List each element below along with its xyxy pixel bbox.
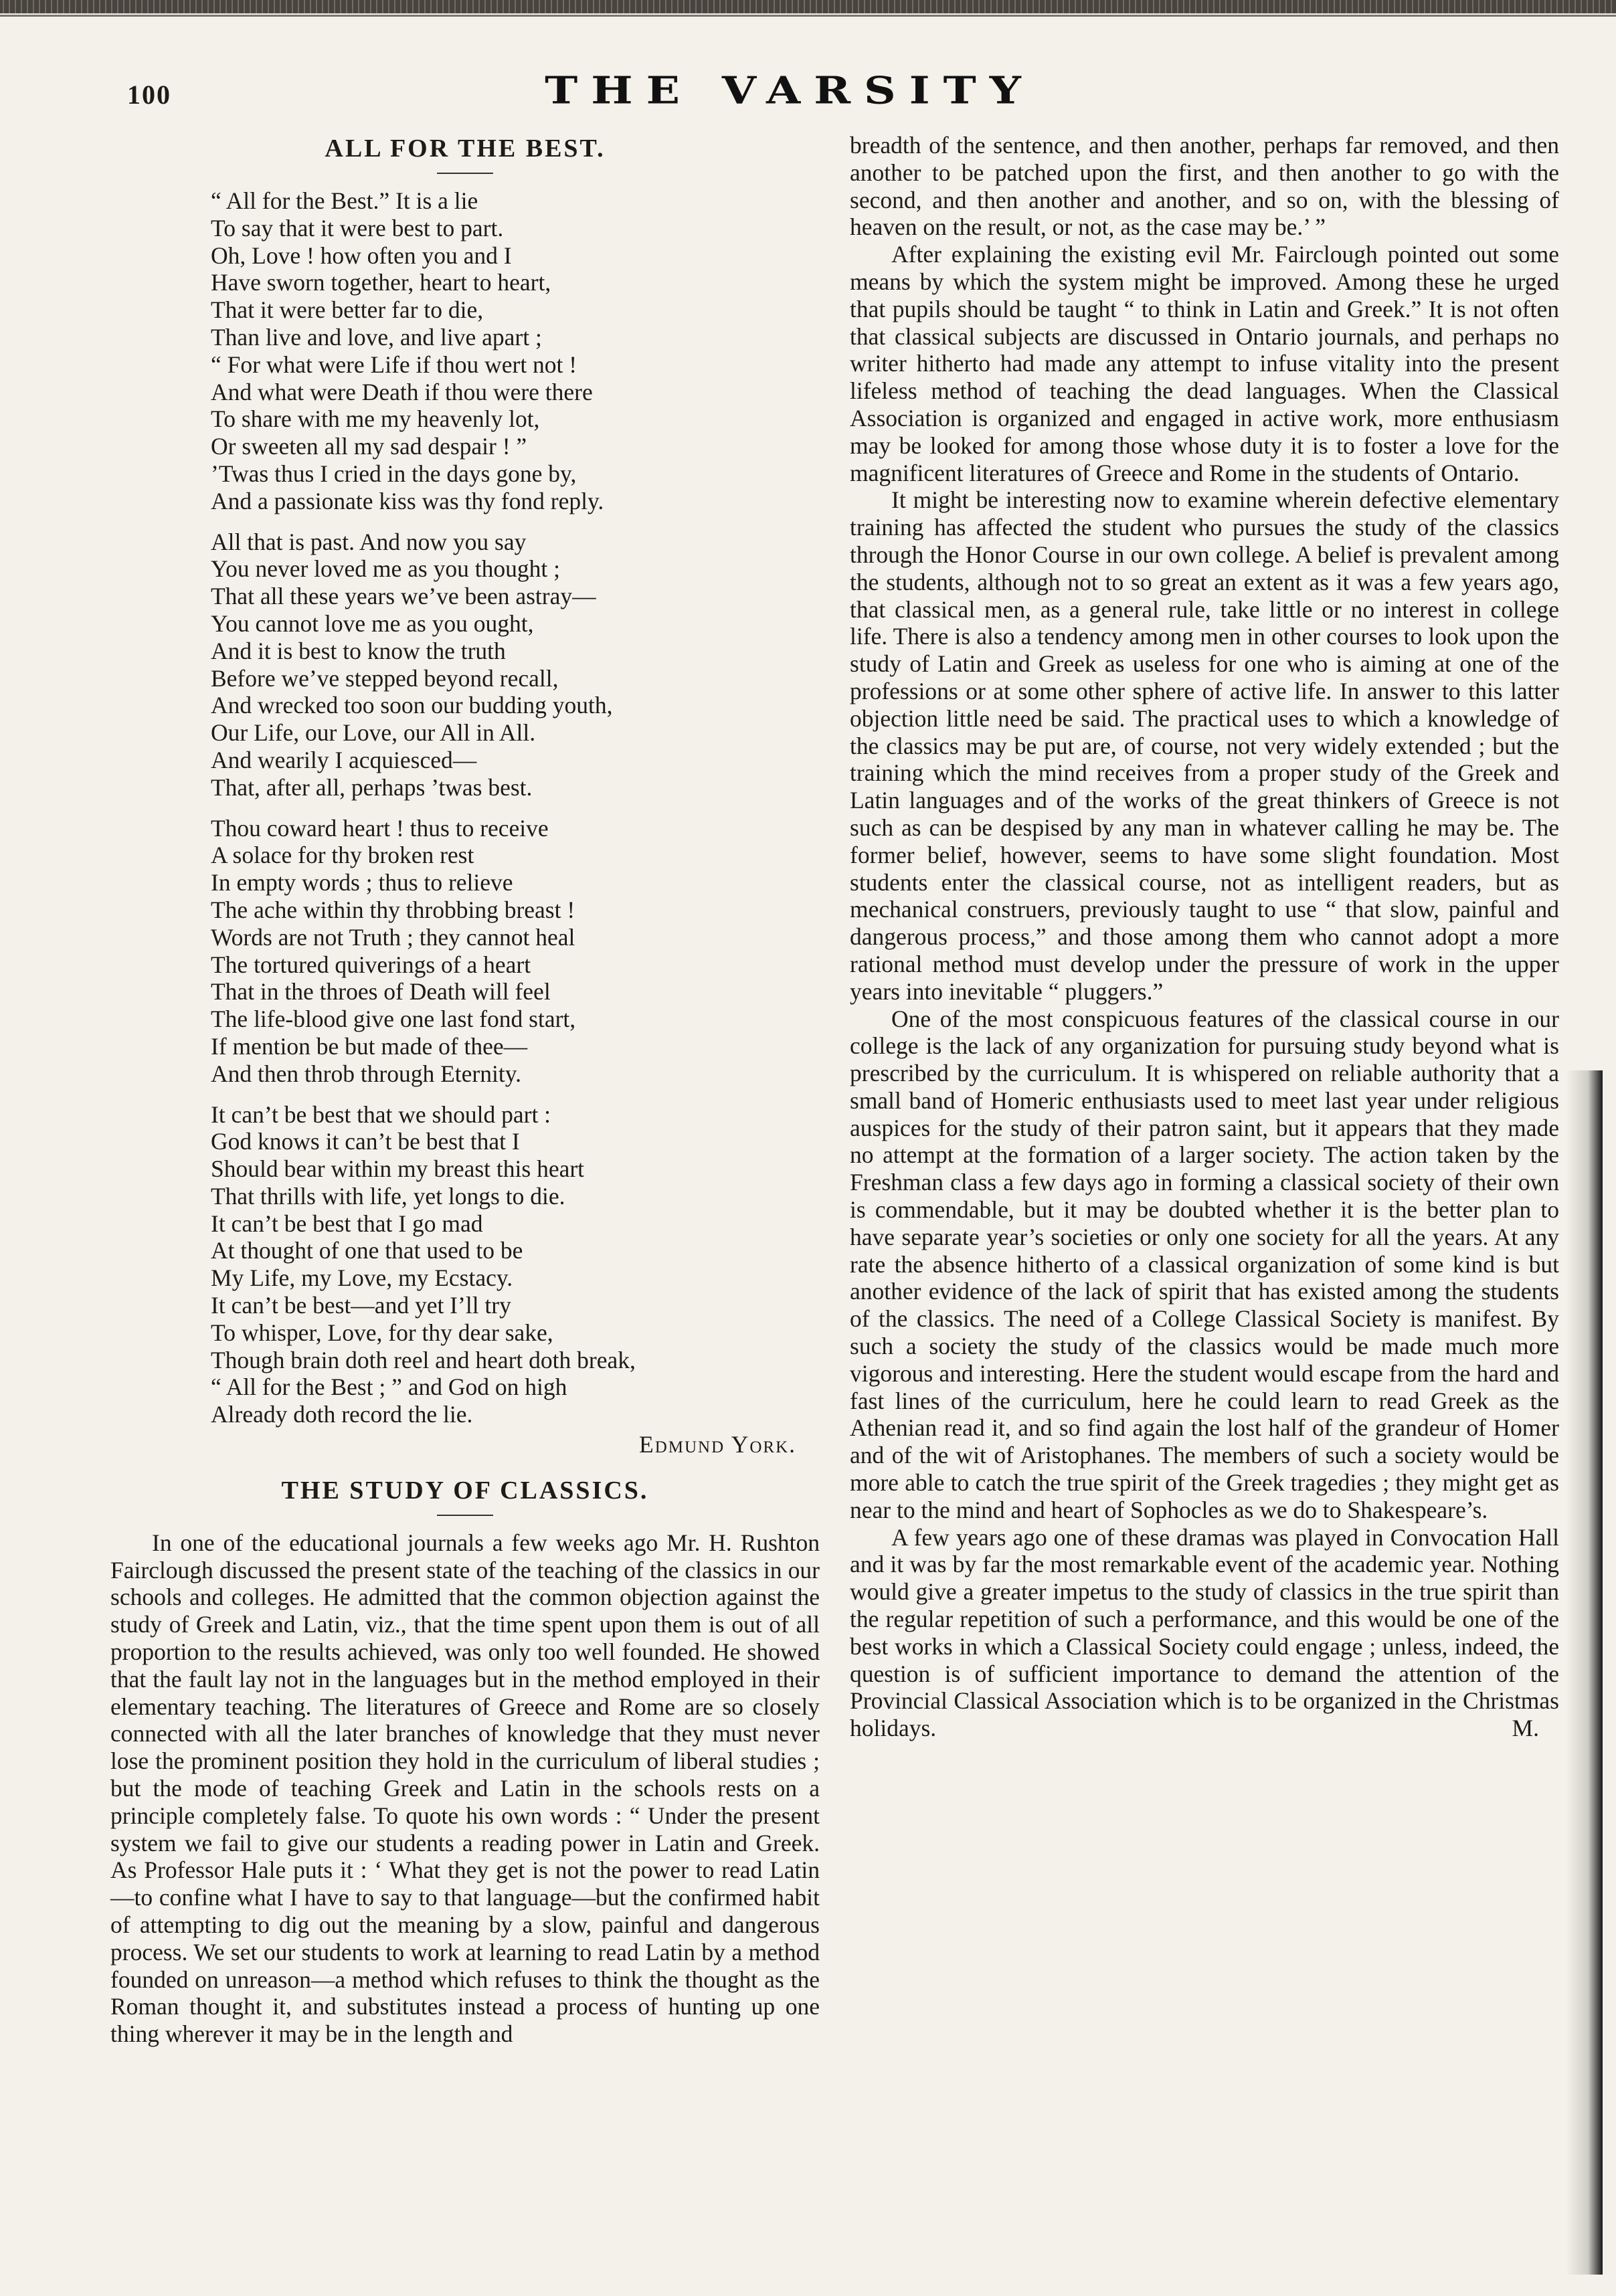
poem-line: A solace for thy broken rest — [211, 842, 474, 869]
poem-stanza-1 — [211, 187, 820, 515]
poem-line: To say that it were best to part. — [211, 214, 504, 242]
poem-line: Or sweeten all my sad despair ! ” — [211, 433, 527, 460]
poem-line: In empty words ; thus to relieve — [211, 869, 513, 896]
poem-line: And a passionate kiss was thy fond reply. — [211, 487, 604, 514]
poem-title: ALL FOR THE BEST. — [325, 134, 606, 163]
article-paragraph — [850, 1524, 1559, 1742]
title-rule — [437, 173, 493, 174]
poem-line: ’Twas thus I cried in the days gone by, — [211, 460, 577, 487]
top-border-rule-thin — [0, 15, 1616, 17]
poem-line: The ache within thy throbbing breast ! — [211, 896, 575, 923]
poem-line: That, after all, perhaps ’twas best. — [211, 773, 533, 801]
poem-line: “ All for the Best ; ” and God on high — [211, 1373, 567, 1401]
poem-line: That all these years we’ve been astray— — [211, 583, 596, 610]
poem-line: It can’t be best that I go mad — [211, 1210, 483, 1237]
poem-line: Oh, Love ! how often you and I — [211, 242, 512, 269]
poem-line: Words are not Truth ; they cannot heal — [211, 923, 575, 951]
poem-line: And wrecked too soon our budding youth, — [211, 692, 613, 719]
poem-line: Have sworn together, heart to heart, — [211, 269, 551, 296]
poem-line: That thrills with life, yet longs to die. — [211, 1182, 565, 1210]
poem-line: My Life, my Love, my Ecstacy. — [211, 1264, 513, 1292]
title-rule — [437, 1515, 493, 1516]
poem-line: Should bear within my breast this heart — [211, 1155, 585, 1183]
right-column — [850, 132, 1559, 1742]
poem-line: To whisper, Love, for thy dear sake, — [211, 1319, 553, 1346]
masthead-title: THE VARSITY — [545, 68, 1035, 113]
poem-line: Than live and love, and live apart ; — [211, 323, 542, 351]
page-number: 100 — [127, 80, 171, 110]
article-signature: M. — [1512, 1715, 1539, 1742]
left-column — [110, 134, 820, 2048]
poem-line: Already doth record the lie. — [211, 1401, 473, 1428]
article-title: THE STUDY OF CLASSICS. — [281, 1476, 649, 1505]
poem-line: Though brain doth reel and heart doth break, — [211, 1346, 636, 1373]
poem-line: You cannot love me as you ought, — [211, 609, 534, 637]
poem-line: That in the throes of Death will feel — [211, 978, 551, 1006]
poem-stanza-3 — [211, 815, 820, 1088]
poem-line: The life-blood give one last fond start, — [211, 1006, 576, 1033]
poem-line: Our Life, our Love, our All in All. — [211, 719, 536, 747]
poem-author: Edmund York. — [639, 1431, 796, 1458]
article-paragraph: breadth of the sentence, and then another, perhaps far removed, and then another to be patched upon the first, and then another to go with the second, and then another and another, and so on, with the blessing of heaven on the result, or not, as the case may be.’ ” — [850, 132, 1559, 241]
page-binding-shadow — [1566, 1070, 1603, 2275]
poem-line: At thought of one that used to be — [211, 1237, 523, 1264]
poem-line: And wearily I acquiesced— — [211, 746, 477, 773]
poem-line: That it were better far to die, — [211, 296, 484, 324]
article-paragraph-text: A few years ago one of these dramas was played in Convocation Hall and it was by far the most remarkable event of the academic year. Nothing would give a greater impetus to the study of classics in the true spirit than the regular repetition of such a performance, and this would be one of the best works in which a Classical Society could engage ; unless, indeed, the question is of sufficient importance to demand the attention of the Provincial Classical Association which is to be organized in the Christmas holidays. — [850, 1523, 1559, 1742]
poem-line: Thou coward heart ! thus to receive — [211, 814, 549, 842]
poem-line: And what were Death if thou were there — [211, 378, 593, 405]
poem-stanza-4 — [211, 1101, 820, 1429]
poem-line: It can’t be best that we should part : — [211, 1101, 551, 1128]
top-border-rule — [0, 0, 1616, 13]
poem-line: It can’t be best—and yet I’ll try — [211, 1292, 511, 1319]
poem-line: The tortured quiverings of a heart — [211, 951, 531, 978]
poem-stanza-2 — [211, 529, 820, 801]
poem-line: And then throb through Eternity. — [211, 1060, 522, 1087]
poem-line: God knows it can’t be best that I — [211, 1128, 520, 1155]
article-paragraph: In one of the educational journals a few weeks ago Mr. H. Rushton Fairclough discussed the present state of the teaching of the classics in our schools and colleges. He admitted that the common objection against the study of Greek and Latin, viz., that the time spent upon them is out of all proportion to the results achieved, was only too well founded. He showed that the fault lay not in the languages but in the method employed in their elementary teaching. The literatures of Greece and Rome are so closely connected with all the later branches of knowledge that they must never lose the prominent position they hold in the curriculum of liberal studies ; but the mode of teaching Greek and Latin in the schools rests on a principle completely false. To quote his own words : “ Under the present system we fail to give our students a reading power in Latin and Greek. As Professor Hale puts it : ‘ What they get is not the power to read Latin—to confine what I have to say to that language—but the confirmed habit of attempting to dig out the meaning by a slow, painful and dangerous process. We set our students to work at learning to read Latin by a method founded on unreason—a method which refuses to think the thought as the Roman thought it, and substitutes instead a process of hunting up one thing wherever it may be in the length and — [110, 1529, 820, 2048]
poem-line: And it is best to know the truth — [211, 637, 506, 664]
poem-line: “ All for the Best.” It is a lie — [211, 187, 478, 214]
article-paragraph: It might be interesting now to examine wherein defective elementary training has affected the student who pursues the study of the classics through the Honor Course in our own college. A belief is prevalent among the students, although not to so great an extent as it was a few years ago, that classical men, as a general rule, take little or no interest in college life. There is also a tendency among men in other courses to look upon the study of Latin and Greek as useless for one who is aiming at one of the professions or at some other sphere of active life. In answer to this latter objection little need be said. The practical uses to which a knowledge of the classics may be put are, of course, not very widely extended ; but the training which the mind receives from a proper study of the Greek and Latin languages and of the works of the great thinkers of Greece is not such as can be despised by any man in whatever calling he may be. The former belief, however, seems to have some slight foundation. Most students enter the classical course, not as intelligent readers, but as mechanical construers, previously taught to use “ that slow, painful and dangerous process,” and those among them who cannot adopt a more rational method must develop under the pressure of work in the upper years into inevitable “ pluggers.” — [850, 486, 1559, 1005]
poem-line: If mention be but made of thee— — [211, 1032, 528, 1060]
poem-line: All that is past. And now you say — [211, 528, 527, 555]
poem-line: You never loved me as you thought ; — [211, 555, 560, 583]
poem-line: “ For what were Life if thou wert not ! — [211, 351, 577, 378]
article-paragraph: After explaining the existing evil Mr. Fairclough pointed out some means by which the system might be improved. Among these he urged that pupils should be taught “ to think in Latin and Greek.” It is not often that classical subjects are discussed in Ontario journals, and perhaps no writer hitherto had made any attempt to infuse vitality into the present lifeless method of teaching the dead languages. When the Classical Association is organized and engaged in active work, more enthusiasm may be looked for among those whose duty it is to foster a love for the magnificent literatures of Greece and Rome in the students of Ontario. — [850, 241, 1559, 486]
poem-line: Before we’ve stepped beyond recall, — [211, 664, 559, 692]
article-paragraph: One of the most conspicuous features of the classical course in our college is the lack of any organization for pursuing study beyond what is prescribed by the curriculum. It is whispered on reliable authority that a small band of Homeric enthusiasts used to meet last year under religious auspices for the study of their patron saint, but it appears that they made no attempt at the formation of a larger society. The action taken by the Freshman class a few days ago in forming a classical society of their own is commendable, but it may be doubted whether it is the better plan to have separate year’s societies or only one society for all the years. At any rate the absence hitherto of a classical organization of some kind is but another evidence of the lack of spirit that has existed among the students of the classics. The need of a College Classical Society is manifest. By such a society the study of the classics would be made much more vigorous and interesting. Here the student would escape from the hard and fast lines of the curriculum, here he could learn to read Greek as the Athenian read it, and so find again the lost half of the grandeur of Homer and of the wit of Aristophanes. The members of such a society would be more able to catch the true spirit of the Greek tragedies ; they might get as near to the mind and heart of Sophocles as we do to Shakespeare’s. — [850, 1005, 1559, 1523]
poem-line: To share with me my heavenly lot, — [211, 405, 540, 433]
